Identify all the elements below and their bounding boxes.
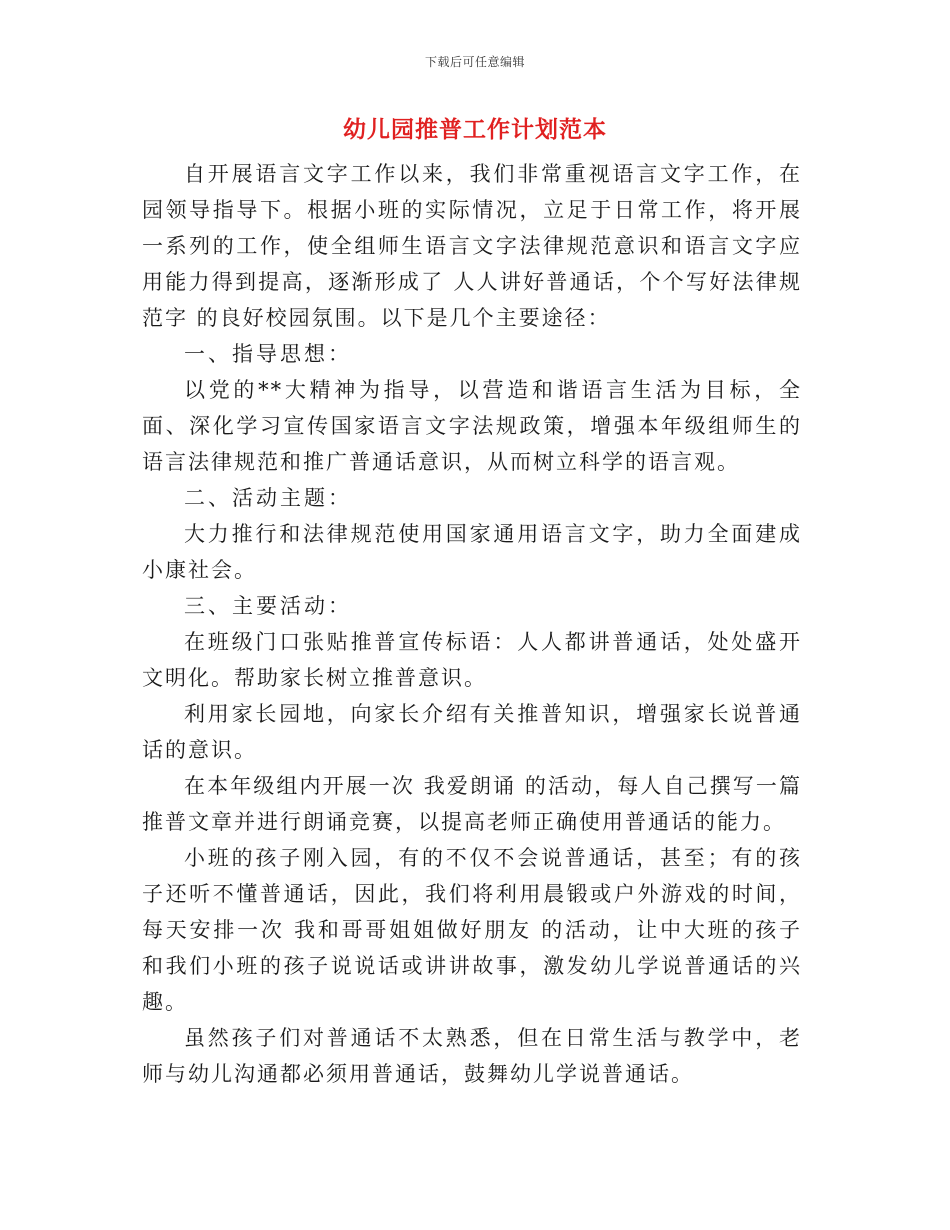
paragraph-activity-parents: 利用家长园地，向家长介绍有关推普知识，增强家长说普通话的意识。 xyxy=(142,702,802,762)
document-body xyxy=(142,156,802,1092)
document-title: 幼儿园推普工作计划范本 xyxy=(343,116,607,143)
paragraph-activity-recitation: 在本年级组内开展一次 我爱朗诵 的活动，每人自己撰写一篇推普文章并进行朗诵竞赛，以提高老师正确使用普通话的能力。 xyxy=(142,774,802,834)
section-heading-activity-theme: 二、活动主题： xyxy=(184,486,352,510)
paragraph-intro: 自开展语言文字工作以来，我们非常重视语言文字工作，在园领导指导下。根据小班的实际情况，立足于日常工作，将开展一系列的工作，使全组师生语言文字法律规范意识和语言文字应用能力得到提高，逐渐形成了 人人讲好普通话，个个写好法律规范字 的良好校园氛围。以下是几个主要途径： xyxy=(142,162,802,330)
paragraph-activity-theme: 大力推行和法律规范使用国家通用语言文字，助力全面建成小康社会。 xyxy=(142,522,802,582)
paragraph-activity-slogans: 在班级门口张贴推普宣传标语：人人都讲普通话，处处盛开文明化。帮助家长树立推普意识。 xyxy=(142,630,802,690)
paragraph-activity-buddies: 小班的孩子刚入园，有的不仅不会说普通话，甚至；有的孩子还听不懂普通话，因此，我们将利用晨锻或户外游戏的时间，每天安排一次 我和哥哥姐姐做好朋友 的活动，让中大班的孩子和我们小班的孩子说说话或讲讲故事，激发幼儿学说普通话的兴趣。 xyxy=(142,846,802,1014)
paragraph-activity-daily-use: 虽然孩子们对普通话不太熟悉，但在日常生活与教学中，老师与幼儿沟通都必须用普通话，鼓舞幼儿学说普通话。 xyxy=(142,1026,802,1086)
paragraph-guiding-thought: 以党的**大精神为指导，以营造和谐语言生活为目标，全面、深化学习宣传国家语言文字法规政策，增强本年级组师生的语言法律规范和推广普通话意识，从而树立科学的语言观。 xyxy=(142,378,802,474)
section-heading-main-activities: 三、主要活动： xyxy=(184,594,352,618)
section-heading-guiding-thought: 一、指导思想： xyxy=(184,342,352,366)
header-note: 下载后可任意编辑 xyxy=(424,55,525,69)
